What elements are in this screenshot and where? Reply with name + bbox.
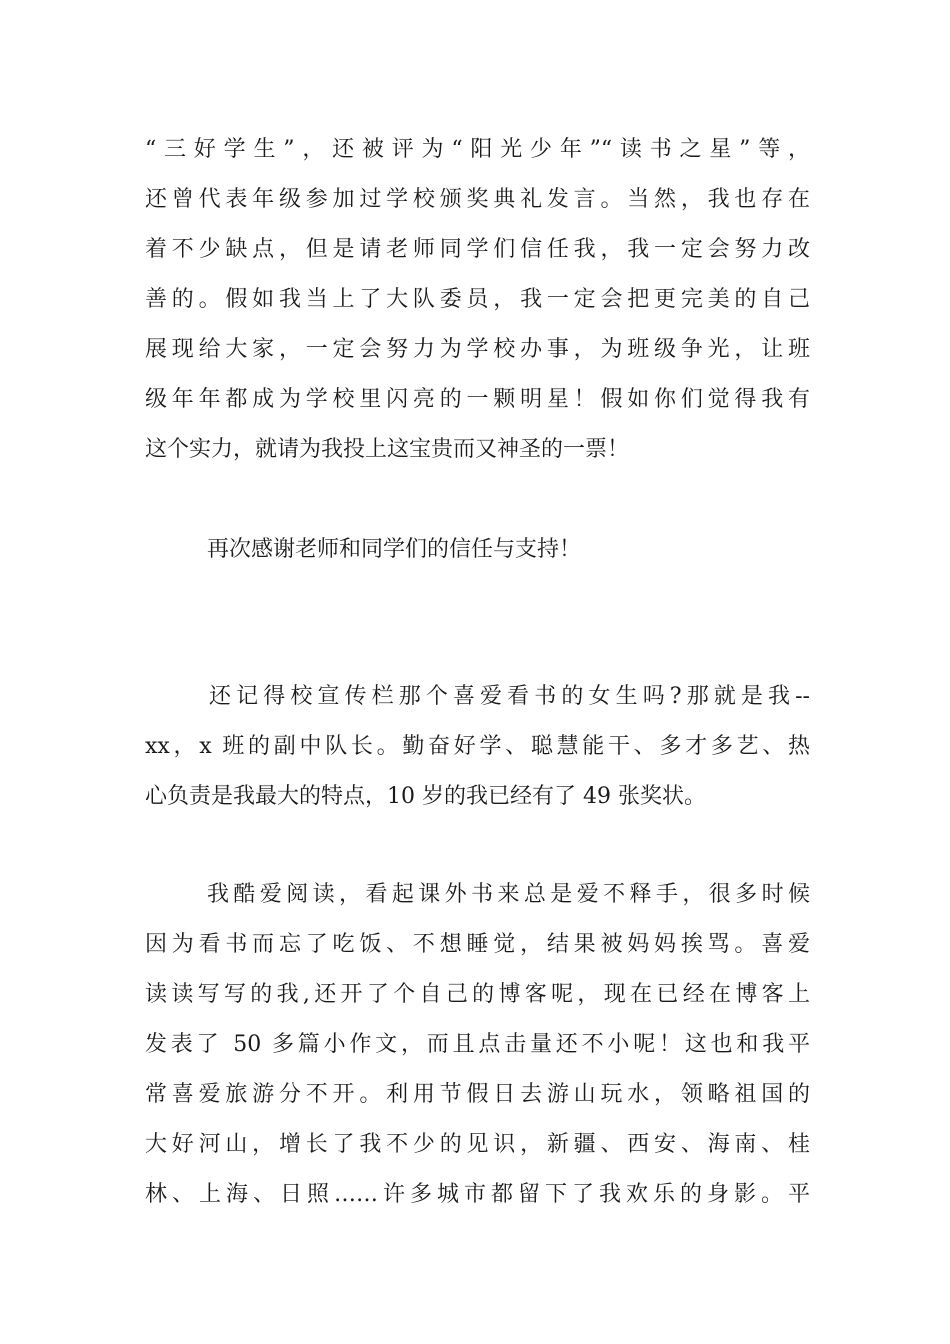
paragraph-line: 常喜爱旅游分不开。利用节假日去游山玩水，领略祖国的	[145, 1082, 810, 1107]
paragraph-line: 展现给大家，一定会努力为学校办事，为班级争光，让班	[145, 337, 810, 362]
paragraph-line: 着不少缺点，但是请老师同学们信任我，我一定会努力改	[145, 237, 810, 262]
paragraph-line: 这个实力，就请为我投上这宝贵而又神圣的一票！	[145, 437, 630, 462]
paragraph-line: 再次感谢老师和同学们的信任与支持！	[207, 537, 582, 562]
paragraph-line: xx，x 班的副中队长。勤奋好学、聪慧能干、多才多艺、热	[145, 734, 810, 759]
paragraph-line: “三好学生”，还被评为“阳光少年”“读书之星”等，	[145, 137, 810, 162]
paragraph-line: 发表了 50 多篇小作文，而且点击量还不小呢！这也和我平	[145, 1032, 810, 1057]
paragraph-line: 读读写写的我,还开了个自己的博客呢，现在已经在博客上	[145, 982, 810, 1007]
paragraph-line: 级年年都成为学校里闪亮的一颗明星！假如你们觉得我有	[145, 387, 810, 412]
paragraph-line: 林、上海、日照……许多城市都留下了我欢乐的身影。平	[145, 1182, 810, 1207]
paragraph-line: 大好河山，增长了我不少的见识，新疆、西安、海南、桂	[145, 1132, 810, 1157]
paragraph-line: 善的。假如我当上了大队委员，我一定会把更完美的自己	[145, 287, 810, 312]
paragraph-line: 还曾代表年级参加过学校颁奖典礼发言。当然，我也存在	[145, 187, 810, 212]
paragraph-line: 因为看书而忘了吃饭、不想睡觉，结果被妈妈挨骂。喜爱	[145, 932, 810, 957]
paragraph-line: 我酷爱阅读，看起课外书来总是爱不释手，很多时候	[207, 882, 810, 907]
paragraph-line: 心负责是我最大的特点，10 岁的我已经有了 49 张奖状。	[145, 784, 706, 809]
paragraph-line: 还记得校宣传栏那个喜爱看书的女生吗?那就是我--	[209, 684, 810, 709]
